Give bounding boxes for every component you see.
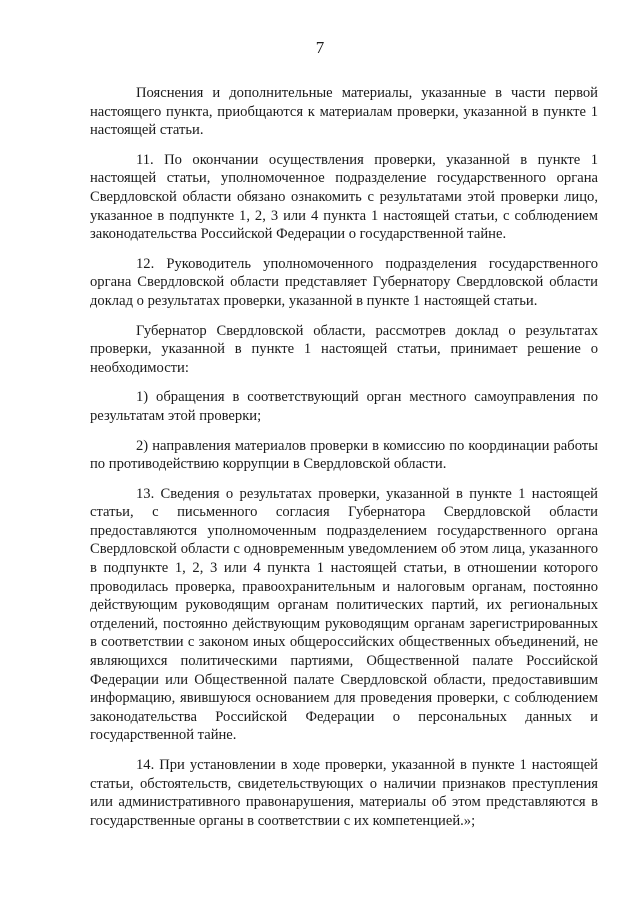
page-number: 7	[315, 38, 325, 57]
paragraph-item-13: 13. Сведения о результатах проверки, указанной в пункте 1 настоящей статьи, с письменного согласия Губернатора Свердловской области предоставляются уполномоченным подразделением государственного органа Свердловской области с одновременным уведомлением об этом лица, указанного в подпункте 1, 2, 3 или 4 пункта 1 настоящей статьи, в отношении которого проводилась проверка, правоохранительным и налоговым органам, постоянно действующим руководящим органам политических партий, их региональных отделений, постоянно действующим руководящим органам зарегистрированных в соответствии с законом иных общероссийских общественных объединений, не являющихся политическими партиями, Общественной палате Российской Федерации или Общественной палате Свердловской области, предоставившим информацию, явившуюся основанием для проведения проверки, с соблюдением законодательства Российской Федерации о персональных данных и государственной тайне.	[90, 485, 598, 744]
paragraph-governor-decision: Губернатор Свердловской области, рассмотрев доклад о результатах проверки, указанной в пункте 1 настоящей статьи, принимает решение о необходимости:	[90, 322, 598, 376]
document-body	[90, 84, 598, 841]
paragraph-subitem-2: 2) направления материалов проверки в комиссию по координации работы по противодействию коррупции в Свердловской области.	[90, 437, 598, 473]
paragraph-subitem-1: 1) обращения в соответствующий орган местного самоуправления по результатам этой проверки;	[90, 389, 598, 424]
paragraph-item-12: 12. Руководитель уполномоченного подразделения государственного органа Свердловской области представляет Губернатору Свердловской области доклад о результатах проверки, указанной в пункте 1 настоящей статьи.	[90, 255, 598, 309]
paragraph-explanations: Пояснения и дополнительные материалы, указанные в части первой настоящего пункта, приобщаются к материалам проверки, указанной в пункте 1 настоящей статьи.	[90, 85, 598, 139]
paragraph-item-14: 14. При установлении в ходе проверки, указанной в пункте 1 настоящей статьи, обстоятельств, свидетельствующих о наличии признаков преступления или административного правонарушения, материалы об этом представляются в государственные органы в соответствии с их компетенцией.»;	[90, 757, 598, 829]
paragraph-item-11: 11. По окончании осуществления проверки, указанной в пункте 1 настоящей статьи, уполномоченное подразделение государственного органа Свердловской области обязано ознакомить с результатами этой проверки лицо, указанное в подпункте 1, 2, 3 или 4 пункта 1 настоящей статьи, с соблюдением законодательства Российской Федерации о государственной тайне.	[90, 151, 598, 243]
